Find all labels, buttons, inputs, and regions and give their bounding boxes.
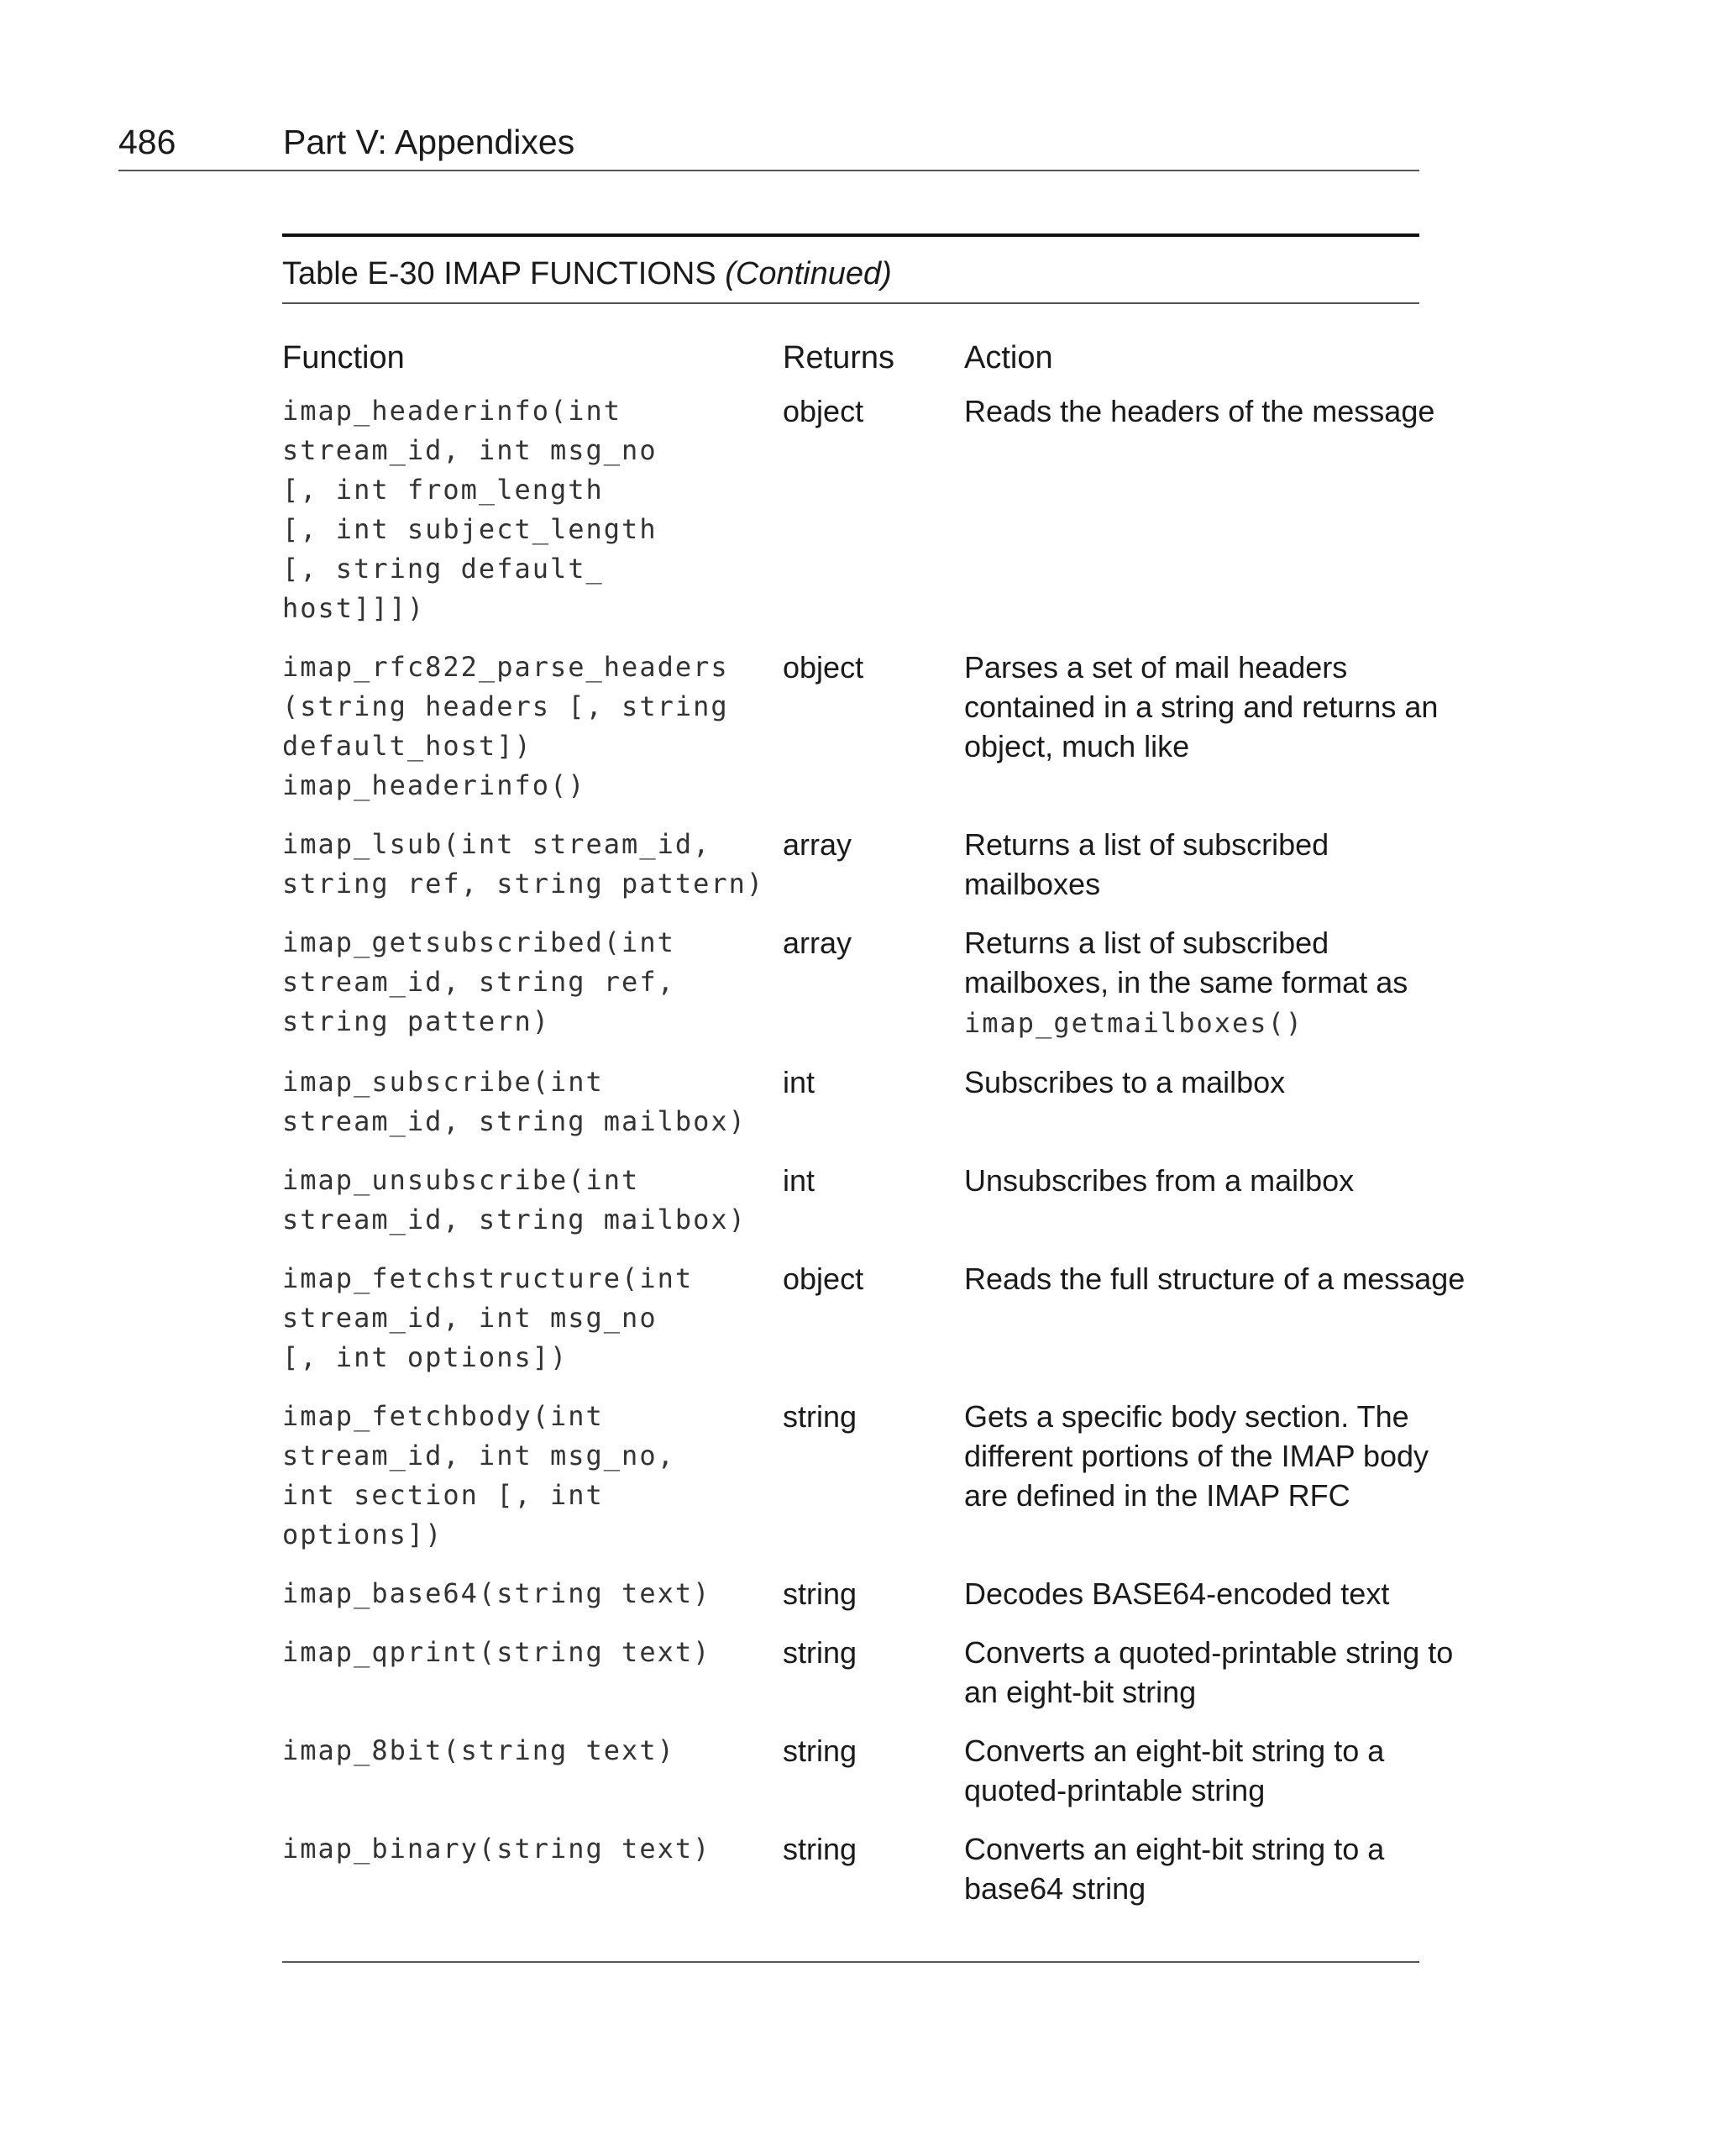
return-type: string [783,1734,857,1768]
action-description [964,923,1419,1043]
table-title: IMAP FUNCTIONS [443,256,716,291]
function-signature: imap_binary(string text) [282,1833,711,1865]
return-type: array [783,926,852,960]
function-signature: imap_qprint(string text) [282,1636,711,1668]
function-signature: imap_base64(string text) [282,1577,711,1609]
action-text: Returns a list of subscribed mailboxes, in the same format as [964,926,1408,999]
action-description: Unsubscribes from a mailbox [964,1163,1355,1198]
table-row [282,1259,1466,1377]
return-type: string [783,1832,857,1866]
table-row [282,1397,1429,1555]
action-description: Returns a list of subscribed mailboxes [964,827,1329,901]
action-description: Converts a quoted-printable string to an eight-bit string [964,1635,1454,1709]
part-title: Part V: Appendixes [283,123,575,161]
return-type: string [783,1399,857,1434]
imap-functions-table [282,233,1466,1908]
action-code: imap_getmailboxes() [964,1007,1304,1039]
table-row [282,391,1435,628]
table-row [282,1161,1419,1240]
return-type: string [783,1576,857,1611]
function-signature: imap_fetchstructure(int stream_id, int msg_no [, int options]) [282,1262,694,1373]
return-type: object [783,1262,864,1296]
function-signature: imap_fetchbody(int stream_id, int msg_no, int section [, int options]) [282,1400,675,1550]
action-description: Subscribes to a mailbox [964,1065,1286,1099]
table-header-row [282,304,1419,391]
function-signature: imap_rfc822_parse_headers (string headers [, string default_host]) imap_headerinfo() [282,651,729,801]
running-head [118,118,1419,171]
function-signature: imap_unsubscribe(int stream_id, string mailbox) [282,1164,747,1235]
return-type: array [783,827,852,862]
return-type: object [783,394,864,428]
table-caption [282,233,1419,304]
table-continued-note: (Continued) [725,256,892,291]
column-header-action: Action [964,340,1053,375]
page-number: 486 [118,123,176,161]
table-bottom-rule [282,1961,1419,1963]
action-description: Parses a set of mail headers contained in a string and returns an object, much like [964,650,1439,763]
action-description: Decodes BASE64-encoded text [964,1576,1390,1611]
action-description: Gets a specific body section. The different portions of the IMAP body are defined in the IMAP RFC [964,1399,1429,1513]
function-signature: imap_headerinfo(int stream_id, int msg_no [, int from_length [, int subject_length [, string default_ host]]]) [282,395,658,624]
table-row [282,1731,1419,1810]
action-description: Reads the full structure of a message [964,1262,1466,1296]
table-row [282,1062,1419,1141]
action-description: Converts an eight-bit string to a base64 string [964,1832,1385,1906]
table-row [282,923,1419,1043]
action-description: Reads the headers of the message [964,394,1435,428]
return-type: int [783,1163,815,1198]
table-label: Table E-30 [282,256,435,291]
table-row [282,648,1439,805]
function-signature: imap_subscribe(int stream_id, string mailbox) [282,1066,747,1137]
table-row [282,1574,1419,1613]
return-type: object [783,650,864,685]
column-header-function: Function [282,340,405,375]
action-description: Converts an eight-bit string to a quoted-printable string [964,1734,1385,1807]
function-signature: imap_8bit(string text) [282,1734,675,1766]
function-signature: imap_lsub(int stream_id, string ref, string pattern) [282,828,765,900]
table-row [282,1633,1454,1712]
table-row [282,1829,1419,1908]
function-signature: imap_getsubscribed(int stream_id, string ref, string pattern) [282,926,675,1037]
return-type: string [783,1635,857,1670]
return-type: int [783,1065,815,1099]
column-header-returns: Returns [783,340,895,375]
table-row [282,825,1419,904]
